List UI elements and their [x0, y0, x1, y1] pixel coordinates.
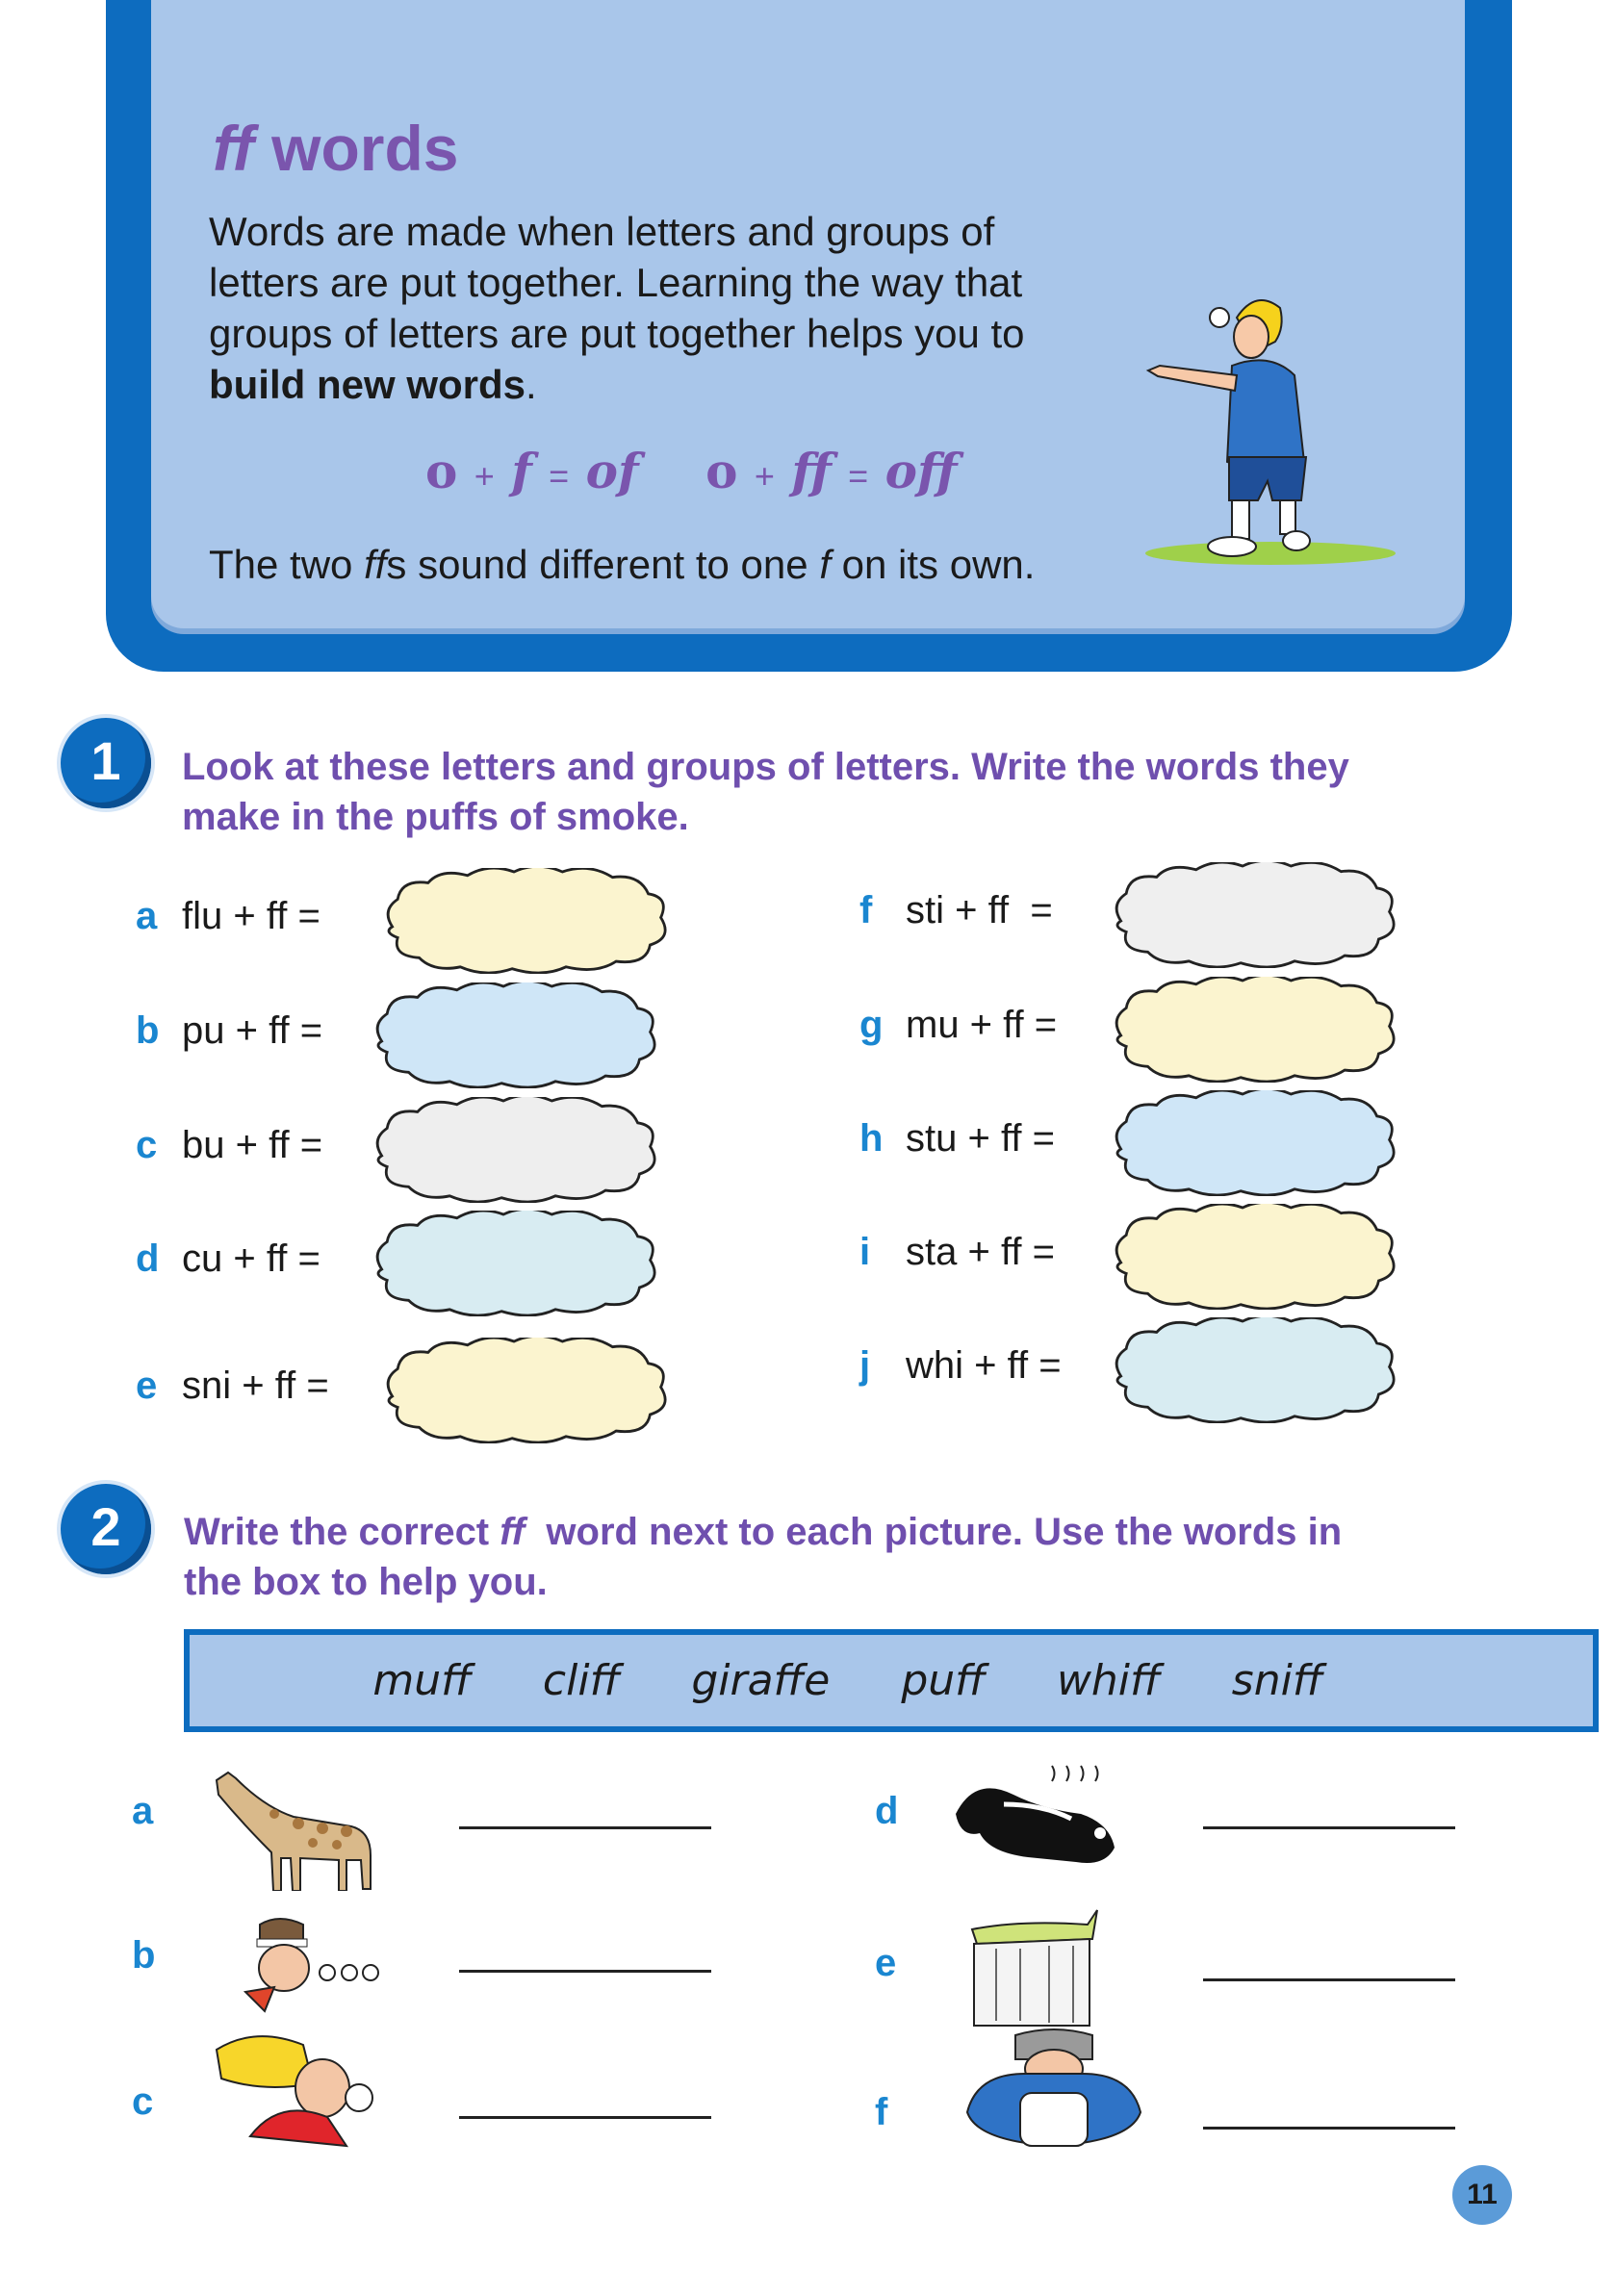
item-letter: e	[875, 1942, 897, 1984]
muff-picture	[958, 2026, 1150, 2151]
word-bank-item: whiff	[1056, 1656, 1161, 1705]
item-letter: d	[875, 1790, 899, 1832]
eq-result: of	[585, 443, 639, 499]
text: ff	[500, 1511, 526, 1553]
answer-line[interactable]	[459, 2116, 711, 2119]
smoke-puff-answer-box[interactable]	[1097, 1204, 1482, 1310]
smoke-puff-answer-box[interactable]	[1097, 1090, 1482, 1196]
item-letter: b	[132, 1934, 156, 1977]
skunk-picture	[946, 1761, 1139, 1886]
cliff-picture	[953, 1905, 1145, 2030]
item-letter: e	[136, 1365, 158, 1407]
eq-op: +	[474, 456, 495, 496]
answer-line[interactable]	[1203, 1826, 1455, 1829]
item-letter: a	[132, 1790, 154, 1832]
item-letter: h	[859, 1117, 884, 1160]
answer-line[interactable]	[1203, 2127, 1455, 2130]
intro-line-4	[209, 362, 537, 408]
page-number: 11	[1452, 2165, 1512, 2225]
footballer-illustration	[1141, 289, 1410, 577]
item-equation: bu + ff =	[182, 1124, 323, 1166]
question-2-text-line-2: the box to help you.	[184, 1561, 548, 1603]
question-1-number: 1	[61, 718, 151, 808]
question-1-text-line-2: make in the puffs of smoke.	[182, 796, 689, 838]
eq-term: ff	[791, 443, 832, 499]
title-ff: ff	[213, 113, 254, 184]
giraffe-picture	[207, 1766, 399, 1891]
item-letter: j	[859, 1344, 871, 1387]
item-letter: g	[859, 1004, 884, 1046]
page-title	[213, 112, 458, 185]
item-letter: c	[132, 2080, 154, 2123]
item-letter: c	[136, 1124, 158, 1166]
item-letter: f	[859, 889, 873, 931]
intro-line-1: Words are made when letters and groups of	[209, 209, 995, 254]
question-2-number: 2	[61, 1484, 151, 1574]
eq-term: o	[425, 443, 458, 499]
text: on its own.	[830, 542, 1036, 587]
smoke-puff-answer-box[interactable]	[1097, 977, 1482, 1083]
item-equation: pu + ff =	[182, 1009, 323, 1052]
word-bank-item: muff	[372, 1656, 472, 1705]
bold-phrase: build new words	[209, 362, 526, 407]
item-letter: a	[136, 895, 158, 937]
smoke-puff-answer-box[interactable]	[358, 1211, 743, 1316]
item-equation: whi + ff =	[906, 1344, 1062, 1387]
item-letter: b	[136, 1009, 160, 1052]
text: ff	[364, 542, 387, 587]
smoke-puff-answer-box[interactable]	[369, 1338, 754, 1443]
eq-op: =	[848, 456, 869, 496]
answer-line[interactable]	[459, 1826, 711, 1829]
text: The two	[209, 542, 365, 587]
eq-term: o	[705, 443, 738, 499]
word-bank-item: sniff	[1231, 1656, 1323, 1705]
item-letter: f	[875, 2091, 888, 2133]
text: f	[819, 542, 831, 587]
text: word next to each picture. Use the words in	[525, 1511, 1343, 1553]
word-bank-item: puff	[901, 1656, 986, 1705]
word-bank-item: cliff	[542, 1656, 621, 1705]
smoke-puff-answer-box[interactable]	[1097, 862, 1482, 968]
smoke-puff-answer-box[interactable]	[1097, 1317, 1482, 1423]
eq-op: +	[754, 456, 775, 496]
intro-line-3: groups of letters are put together helps you to	[209, 311, 1025, 356]
title-rest: words	[253, 113, 459, 184]
smoke-puff-answer-box[interactable]	[358, 1097, 743, 1203]
item-equation: sni + ff =	[182, 1365, 329, 1407]
man-puffing-picture	[207, 1910, 399, 2035]
word-bank	[184, 1629, 1599, 1732]
item-equation: mu + ff =	[906, 1004, 1058, 1046]
eq-result: off	[884, 443, 958, 499]
item-equation: cu + ff =	[182, 1237, 320, 1280]
item-equation: stu + ff =	[906, 1117, 1055, 1160]
equation	[425, 443, 957, 499]
eq-term: f	[511, 443, 532, 499]
text: s sound different to one	[386, 542, 820, 587]
item-equation: flu + ff =	[182, 895, 320, 937]
question-1-text-line-1: Look at these letters and groups of letters. Write the words they	[182, 746, 1349, 788]
question-2-text-line-1	[184, 1511, 1342, 1554]
text: Write the correct	[184, 1511, 500, 1553]
item-letter: d	[136, 1237, 160, 1280]
answer-line[interactable]	[1203, 1978, 1455, 1981]
intro-line-2: letters are put together. Learning the way that	[209, 260, 1023, 305]
item-equation: sti + ff =	[906, 889, 1053, 931]
smoke-puff-answer-box[interactable]	[358, 982, 743, 1088]
smoke-puff-answer-box[interactable]	[369, 868, 754, 974]
intro-last-line	[209, 542, 1035, 588]
word-bank-item: giraffe	[691, 1656, 831, 1705]
item-letter: i	[859, 1231, 871, 1273]
period: .	[526, 362, 537, 407]
item-equation: sta + ff =	[906, 1231, 1055, 1273]
girl-sniffing-picture	[207, 2030, 399, 2156]
eq-op: =	[549, 456, 570, 496]
answer-line[interactable]	[459, 1970, 711, 1973]
